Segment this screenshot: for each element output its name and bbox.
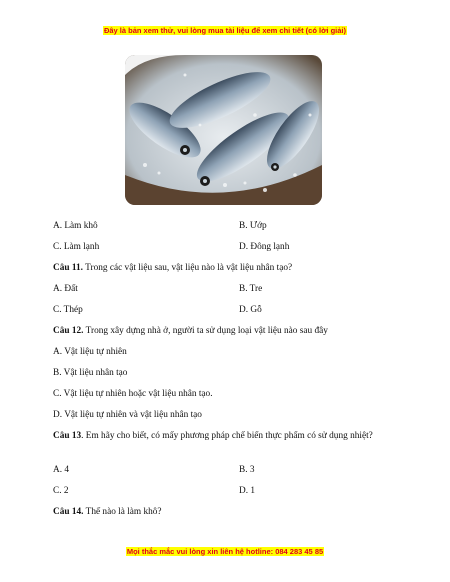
salted-fish-image (125, 55, 322, 205)
q11-option-a: A. Đất (53, 284, 78, 294)
q10-option-c: C. Làm lạnh (53, 242, 100, 252)
q11-option-b: B. Tre (239, 284, 263, 294)
q13-option-d: D. 1 (239, 486, 256, 496)
q14-question (53, 506, 162, 518)
q11-text: Trong các vật liệu sau, vật liệu nào là vật liệu nhân tạo? (82, 263, 293, 273)
q12-option-a: A. Vật liệu tự nhiên (53, 347, 127, 357)
q13-number: Câu 13 (53, 431, 82, 441)
q12-question (53, 325, 328, 337)
q10-option-d: D. Đông lạnh (239, 242, 290, 252)
q14-text: Thế nào là làm khô? (83, 507, 162, 517)
q12-text: Trong xây dựng nhà ở, người ta sử dụng loại vật liệu nào sau đây (83, 326, 328, 336)
q13-text: . Em hãy cho biết, có mấy phương pháp chế biến thực phẩm có sử dụng nhiệt? (81, 431, 373, 441)
q12-option-d: D. Vật liệu tự nhiên và vật liệu nhân tạo (53, 410, 202, 420)
q12-option-b: B. Vật liệu nhân tạo (53, 368, 128, 378)
q11-number: Câu 11. (53, 263, 83, 273)
q12-number: Câu 12. (53, 326, 84, 336)
q11-option-c: C. Thép (53, 305, 83, 315)
q11-question (53, 262, 292, 274)
q13-question (53, 430, 399, 442)
salted-fish-photo (125, 55, 322, 205)
q13-option-b: B. 3 (239, 465, 255, 475)
q10-option-a: A. Làm khô (53, 221, 98, 231)
preview-banner: Đây là bản xem thử, vui lòng mua tài liệu để xem chi tiết (có lời giải) (103, 26, 347, 35)
q10-option-b: B. Ướp (239, 221, 267, 231)
q13-option-a: A. 4 (53, 465, 70, 475)
q12-option-c: C. Vật liệu tự nhiên hoặc vật liệu nhân tạo. (53, 389, 213, 399)
q13-option-c: C. 2 (53, 486, 69, 496)
hotline-banner: Mọi thắc mắc vui lòng xin liên hệ hotline: 084 283 45 85 (126, 547, 324, 556)
q14-number: Câu 14. (53, 507, 84, 517)
q11-option-d: D. Gỗ (239, 305, 262, 315)
